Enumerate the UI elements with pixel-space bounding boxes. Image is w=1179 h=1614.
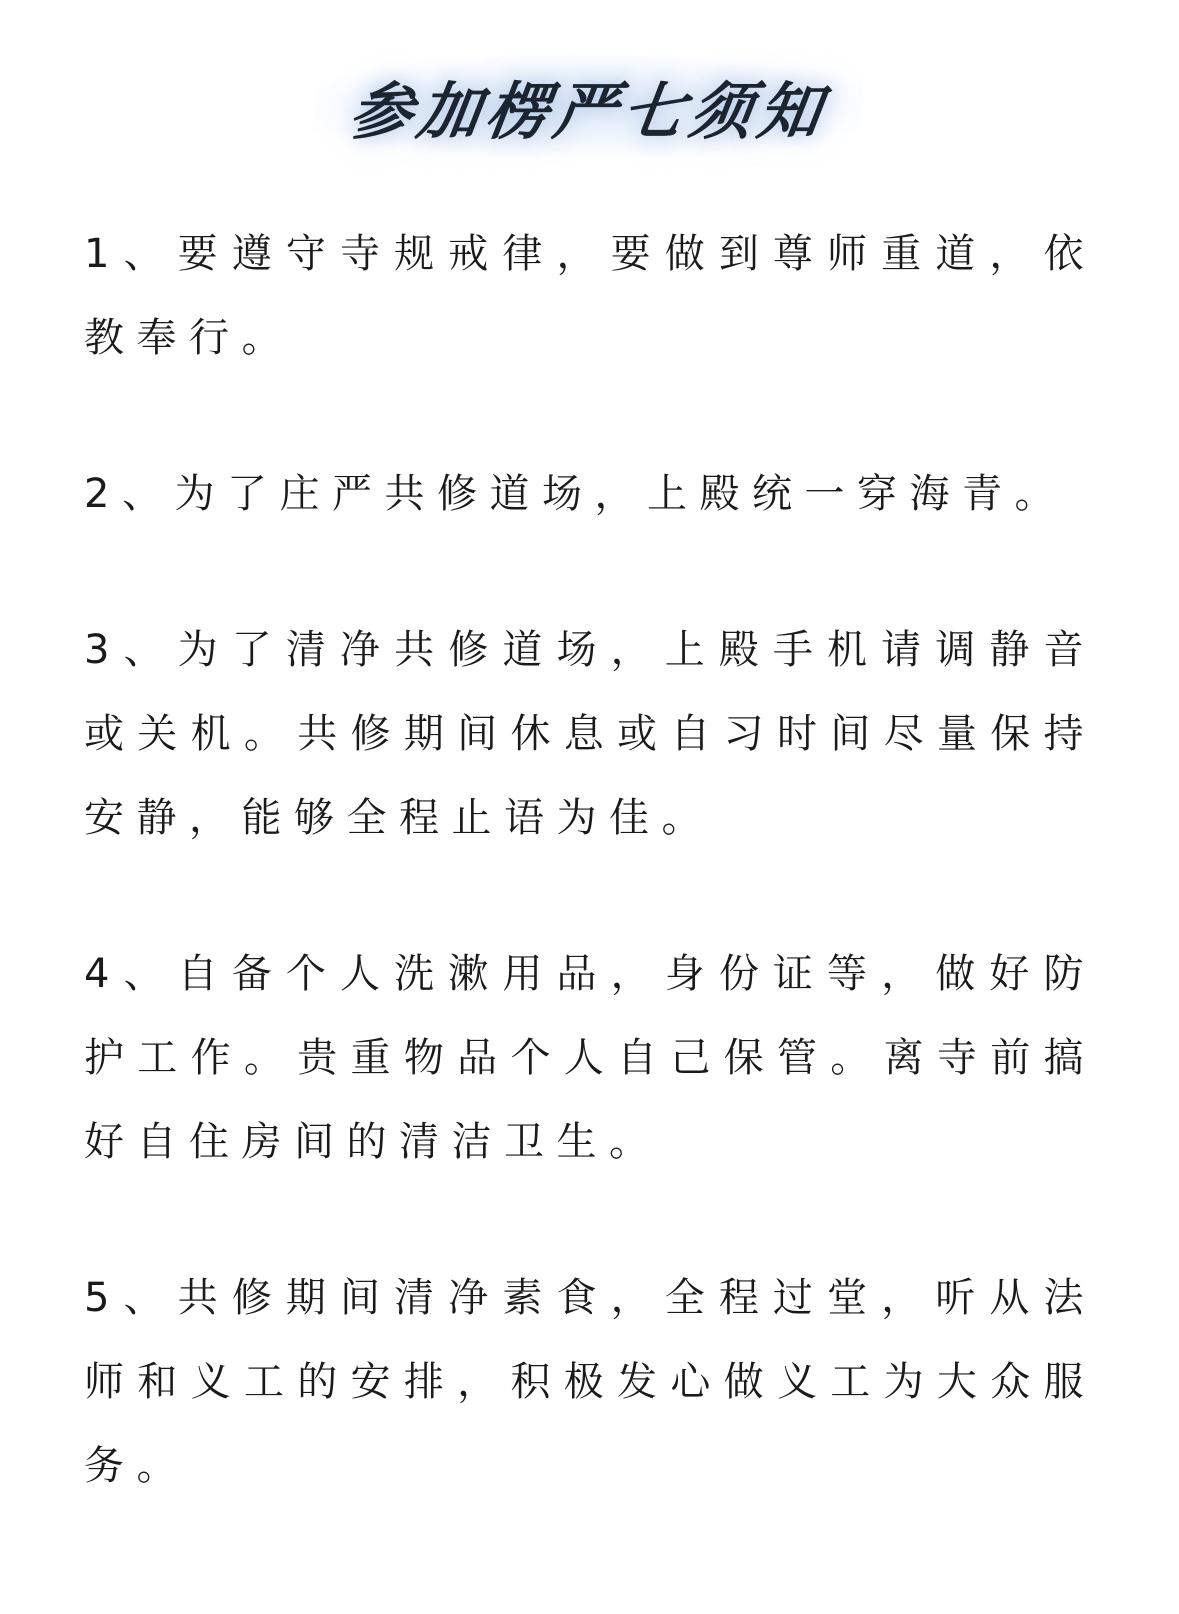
notice-item-4: 4、自备个人洗漱用品，身份证等，做好防护工作。贵重物品个人自己保管。离寺前搞好自住房间的清洁卫生。: [84, 951, 1096, 1165]
notice-item-1: 1、要遵守寺规戒律，要做到尊师重道，依教奉行。: [84, 231, 1096, 361]
notice-item-5: 5、共修期间清净素食，全程过堂，听从法师和义工的安排，积极发心做义工为大众服务。: [84, 1275, 1096, 1489]
title-container: [0, 56, 1179, 157]
notice-item-2: 2、为了庄严共修道场，上殿统一穿海青。: [84, 471, 1067, 517]
notice-list: [84, 212, 1096, 1508]
notice-item-3: 3、为了清净共修道场，上殿手机请调静音或关机。共修期间休息或自习时间尽量保持安静，能够全程止语为佳。: [84, 627, 1096, 841]
page-title: 参加楞严七须知: [308, 56, 870, 157]
